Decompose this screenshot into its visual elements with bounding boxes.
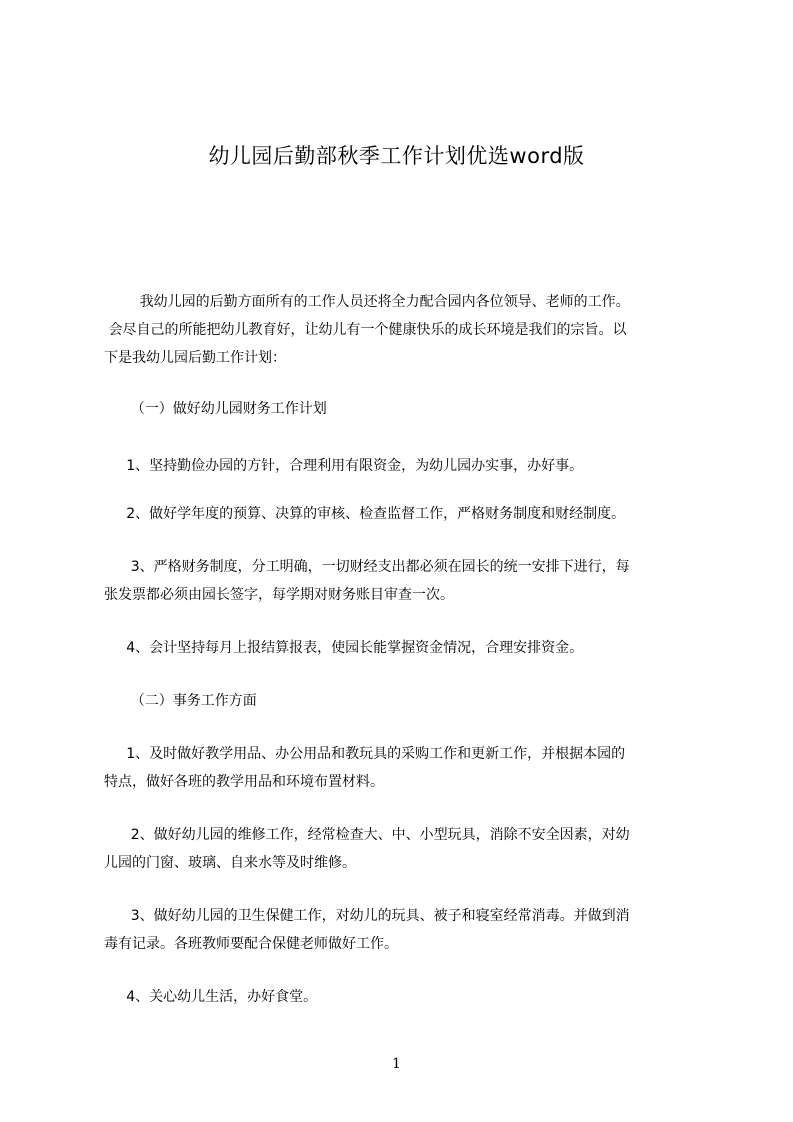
finance-item-3 (104, 553, 704, 609)
finance-item-4 (104, 634, 704, 662)
paragraph-line: 我幼儿园的后勤方面所有的工作人员还将全力配合园内各位领导、老师的工作。 (104, 294, 630, 310)
affairs-item-4 (104, 983, 704, 1011)
paragraph-line: 毒有记录。各班教师要配合保健老师做好工作。 (104, 936, 398, 952)
section-heading-finance (104, 395, 704, 423)
paragraph-line: （一）做好幼儿园财务工作计划 (104, 401, 327, 417)
finance-item-1 (104, 452, 704, 480)
paragraph-line: 1、及时做好教学用品、办公用品和教玩具的采购工作和更新工作，并根据本园的 (104, 746, 626, 762)
affairs-item-1 (104, 740, 704, 796)
page-number: 1 (392, 1056, 401, 1072)
paragraph-line: 3、做好幼儿园的卫生保健工作，对幼儿的玩具、被子和寝室经常消毒。并做到消 (104, 908, 630, 924)
intro-paragraph (104, 288, 704, 372)
paragraph-line: 3、严格财务制度，分工明确，一切财经支出都必须在园长的统一安排下进行，每 (104, 559, 630, 575)
paragraph-line: 会尽自己的所能把幼儿教育好，让幼儿有一个健康快乐的成长环境是我们的宗旨。以 (104, 322, 627, 338)
paragraph-line: 1、坚持勤俭办园的方针，合理利用有限资金，为幼儿园办实事，办好事。 (104, 458, 584, 474)
paragraph-line: 4、会计坚持每月上报结算报表，使园长能掌握资金情况，合理安排资金。 (104, 640, 584, 656)
affairs-item-3 (104, 902, 704, 958)
paragraph-line: （二）事务工作方面 (104, 693, 257, 709)
paragraph-line: 4、关心幼儿生活，办好食堂。 (104, 989, 318, 1005)
paragraph-line: 张发票都必须由园长签字，每学期对财务账目审查一次。 (104, 587, 454, 603)
paragraph-line: 2、做好学年度的预算、决算的审核、检查监督工作，严格财务制度和财经制度。 (104, 506, 626, 522)
section-heading-affairs (104, 687, 704, 715)
paragraph-line: 特点，做好各班的教学用品和环境布置材料。 (104, 774, 384, 790)
finance-item-2 (104, 500, 704, 528)
paragraph-line: 下是我幼儿园后勤工作计划： (104, 350, 286, 366)
affairs-item-2 (104, 821, 704, 877)
paragraph-line: 儿园的门窗、玻璃、自来水等及时维修。 (104, 855, 356, 871)
document-title: 幼儿园后勤部秋季工作计划优选word版 (208, 144, 585, 168)
paragraph-line: 2、做好幼儿园的维修工作，经常检查大、中、小型玩具，消除不安全因素，对幼 (104, 827, 630, 843)
